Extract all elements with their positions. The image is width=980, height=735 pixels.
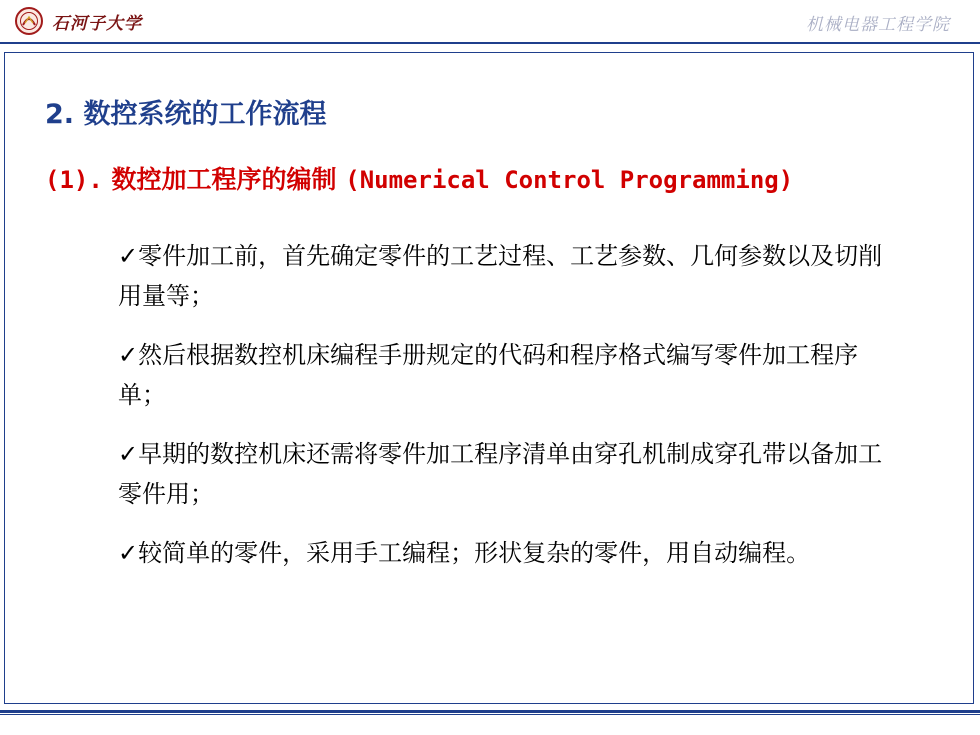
bullet-item bbox=[118, 434, 898, 514]
section-title: 2. 数控系统的工作流程 bbox=[45, 99, 327, 130]
footer-divider-thin bbox=[0, 714, 980, 715]
subsection-heading bbox=[45, 160, 975, 196]
subsection-number: (1). bbox=[45, 166, 103, 194]
bullet-text: 然后根据数控机床编程手册规定的代码和程序格式编写零件加工程序单； bbox=[118, 341, 859, 409]
slide-header bbox=[0, 0, 980, 40]
college-name: 机械电器工程学院 bbox=[806, 15, 950, 35]
bullet-item bbox=[118, 335, 898, 415]
bullet-item bbox=[118, 533, 898, 573]
bullet-text: 早期的数控机床还需将零件加工程序清单由穿孔机制成穿孔带以备加工零件用； bbox=[118, 440, 883, 508]
footer-divider bbox=[0, 710, 980, 713]
checkmark-icon: ✓ bbox=[118, 242, 139, 270]
bullet-list bbox=[118, 236, 898, 592]
bullet-text: 较简单的零件，采用手工编程；形状复杂的零件，用自动编程。 bbox=[138, 539, 811, 567]
university-logo bbox=[12, 6, 142, 36]
university-seal-icon bbox=[12, 6, 46, 36]
header-divider bbox=[0, 42, 980, 44]
bullet-item bbox=[118, 236, 898, 316]
checkmark-icon: ✓ bbox=[118, 539, 139, 567]
checkmark-icon: ✓ bbox=[118, 341, 139, 369]
bullet-text: 零件加工前，首先确定零件的工艺过程、工艺参数、几何参数以及切削用量等； bbox=[118, 242, 883, 310]
subsection-title: 数控加工程序的编制 bbox=[111, 165, 337, 194]
subsection-english-title: (Numerical Control Programming) bbox=[345, 166, 794, 194]
checkmark-icon: ✓ bbox=[118, 440, 139, 468]
university-name: 石河子大学 bbox=[52, 13, 142, 34]
